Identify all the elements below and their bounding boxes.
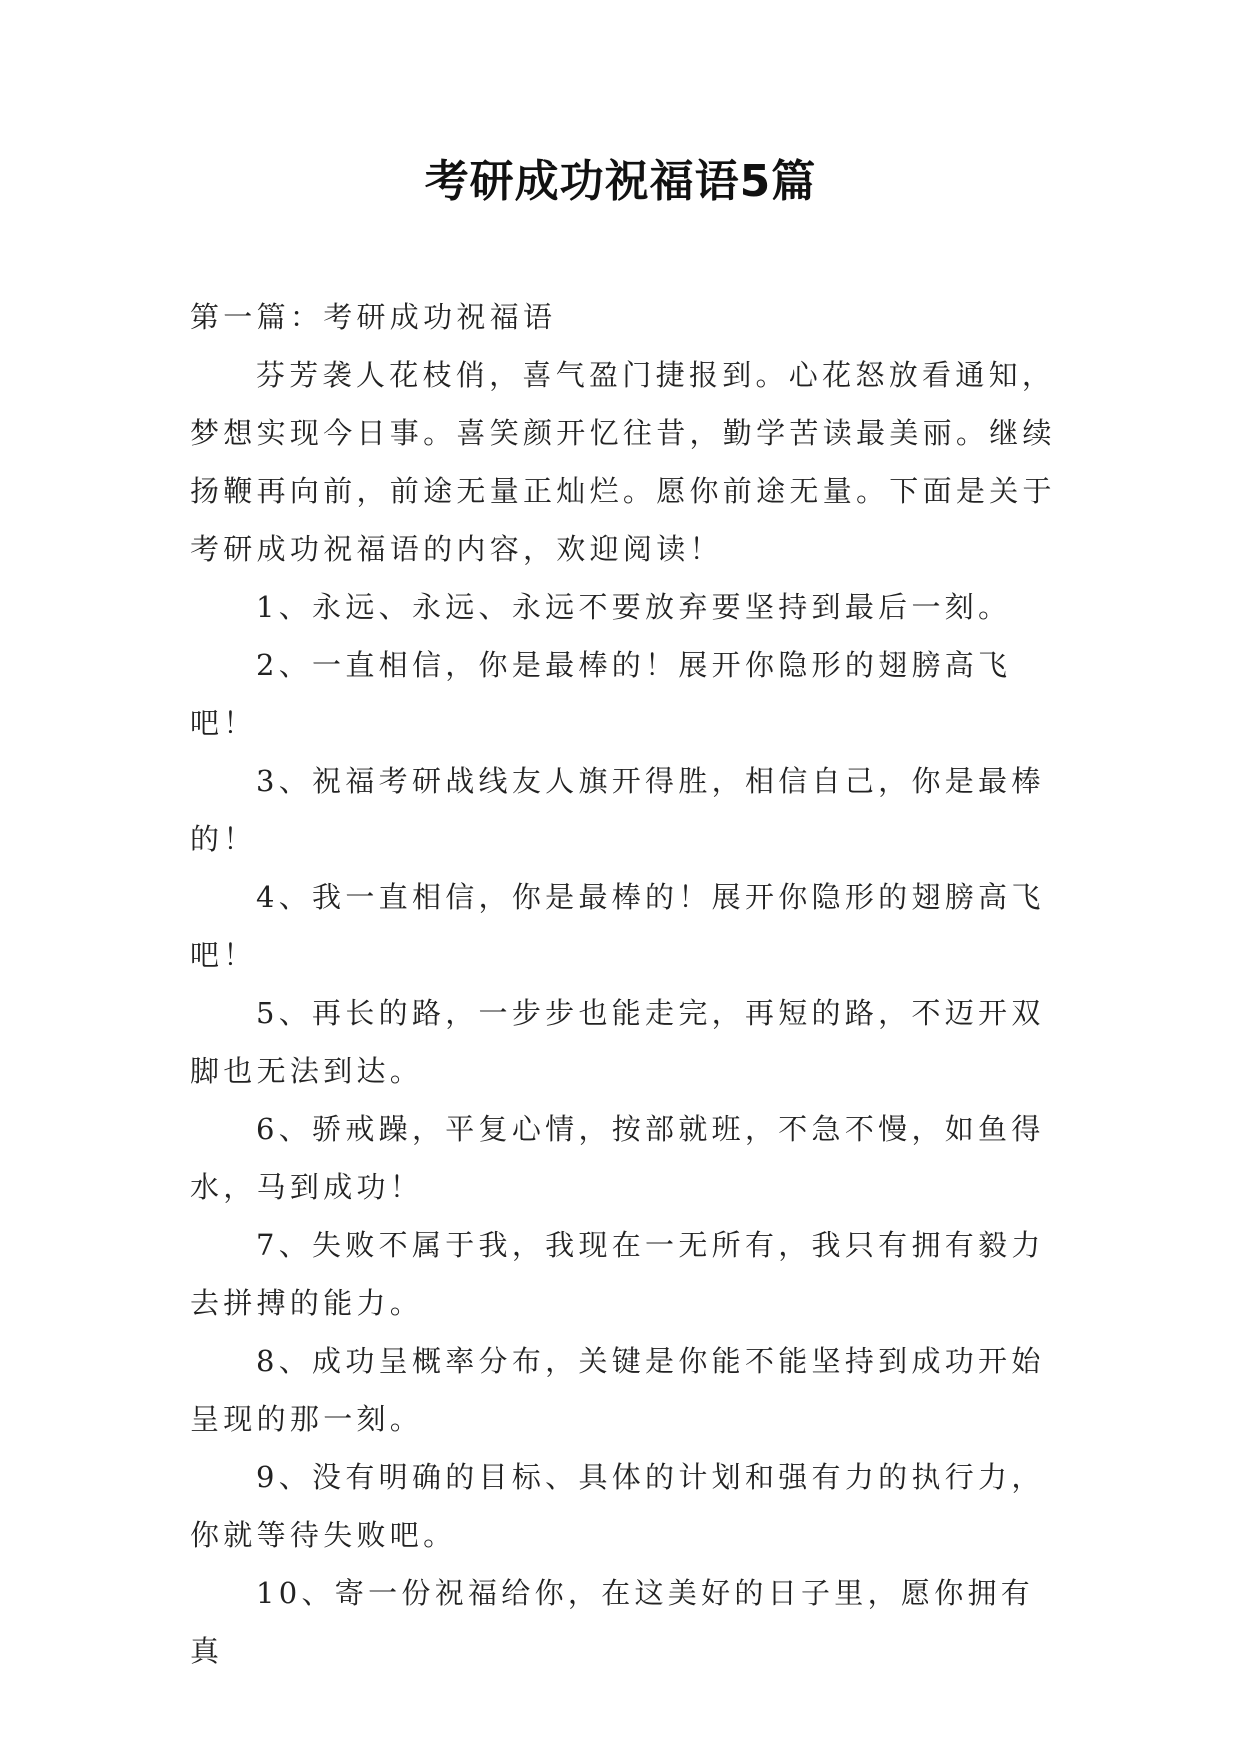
list-item: 2、一直相信，你是最棒的！展开你隐形的翅膀高飞吧！ [190, 648, 1012, 740]
section-heading: 第一篇：考研成功祝福语 [190, 300, 557, 334]
list-item: 9、没有明确的目标、具体的计划和强有力的执行力，你就等待失败吧。 [190, 1460, 1045, 1552]
list-item: 7、失败不属于我，我现在一无所有，我只有拥有毅力去拼搏的能力。 [190, 1228, 1045, 1320]
list-item: 3、祝福考研战线友人旗开得胜，相信自己，你是最棒的！ [190, 764, 1045, 856]
list-item: 10、寄一份祝福给你，在这美好的日子里，愿你拥有真 [190, 1576, 1035, 1668]
document-body [190, 288, 1056, 1680]
list-item: 5、再长的路，一步步也能走完，再短的路，不迈开双脚也无法到达。 [190, 996, 1045, 1088]
document-title: 考研成功祝福语5篇 [424, 156, 817, 207]
list-item: 8、成功呈概率分布，关键是你能不能坚持到成功开始呈现的那一刻。 [190, 1344, 1045, 1436]
list-item: 6、骄戒躁，平复心情，按部就班，不急不慢，如鱼得水，马到成功！ [190, 1112, 1045, 1204]
list-item: 1、永远、永远、永远不要放弃要坚持到最后一刻。 [256, 590, 1012, 624]
intro-paragraph: 芬芳袭人花枝俏，喜气盈门捷报到。心花怒放看通知，梦想实现今日事。喜笑颜开忆往昔，勤学苦读最美丽。继续扬鞭再向前，前途无量正灿烂。愿你前途无量。下面是关于考研成功祝福语的内容，欢迎阅读！ [190, 358, 1056, 566]
list-item: 4、我一直相信，你是最棒的！展开你隐形的翅膀高飞吧！ [190, 880, 1045, 972]
